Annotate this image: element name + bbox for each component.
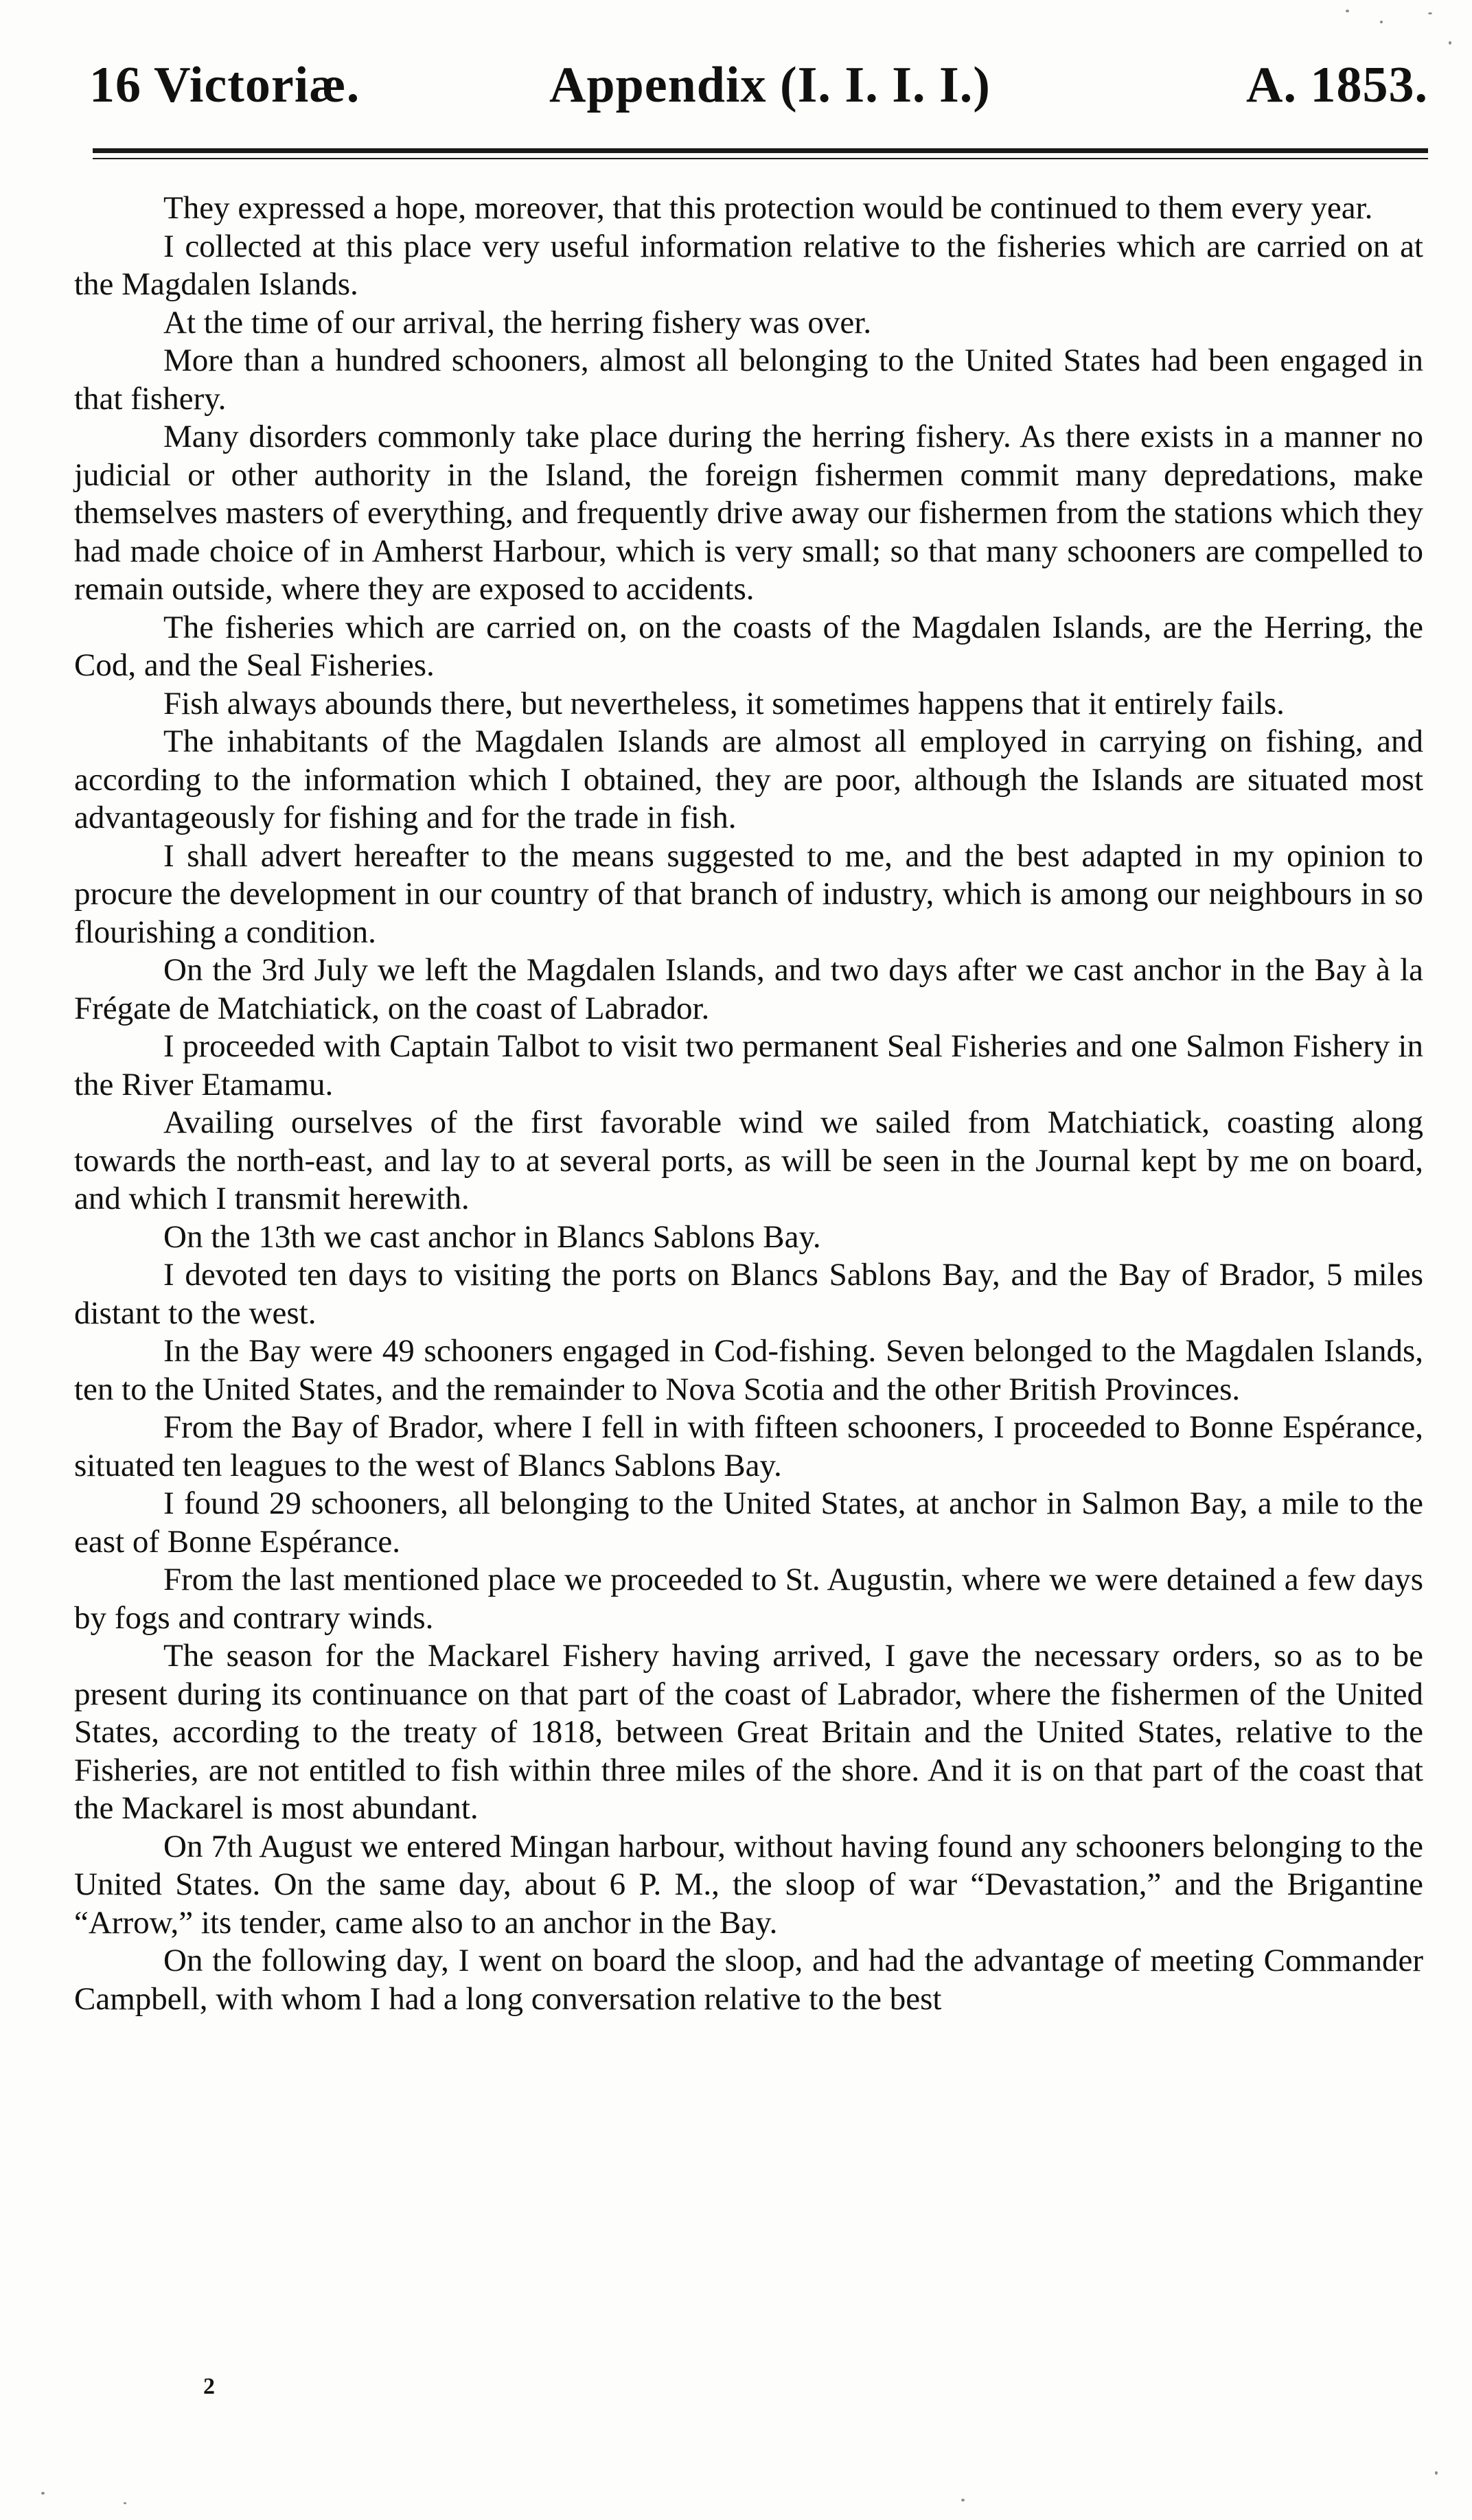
scan-speck xyxy=(1449,41,1451,45)
paragraph: The season for the Mackarel Fishery having arrived, I gave the necessary orders, so as to be present during its continuance on that part of the coast of Labrador, where the fishermen of the United States, according to the treaty of 1818, between Great Britain and the United States, relative to the Fisheries, are not entitled to fish within three miles of the shore. And it is on that part of the coast that the Mackarel is most abundant. xyxy=(74,1638,1423,1826)
paragraph: At the time of our arrival, the herring fishery was over. xyxy=(163,304,872,340)
paragraph: On the following day, I went on board the sloop, and had the advantage of meeting Commander Campbell, with whom I had a long conversation relative to the best xyxy=(74,1943,1423,2017)
paragraph: I proceeded with Captain Talbot to visit two permanent Seal Fisheries and one Salmon Fishery in the River Etamamu. xyxy=(74,1028,1423,1102)
paragraph: They expressed a hope, moreover, that this protection would be continued to them every year. xyxy=(163,190,1373,226)
paragraph: The fisheries which are carried on, on the coasts of the Magdalen Islands, are the Herring, the Cod, and the Seal Fisheries. xyxy=(74,609,1423,683)
paragraph: I devoted ten days to visiting the ports on Blancs Sablons Bay, and the Bay of Brador, 5 miles distant to the west. xyxy=(74,1257,1423,1331)
signature-mark: 2 xyxy=(203,2374,215,2399)
paragraph: Availing ourselves of the first favorable wind we sailed from Matchiatick, coasting along towards the north-east, and lay to at several ports, as will be seen in the Journal kept by me on board, and which I transmit herewith. xyxy=(74,1105,1423,1216)
paragraph: From the Bay of Brador, where I fell in with fifteen schooners, I proceeded to Bonne Espérance, situated ten leagues to the west of Blancs Sablons Bay. xyxy=(74,1409,1423,1483)
header-appendix-title: Appendix (I. I. I. I.) xyxy=(549,57,991,113)
header-year: A. 1853. xyxy=(1246,57,1428,113)
paragraph: The inhabitants of the Magdalen Islands are almost all employed in carrying on fishing, and according to the information which I obtained, they are poor, although the Islands are situated most advantageously for fishing and for the trade in fish. xyxy=(74,724,1423,835)
paragraph: I found 29 schooners, all belonging to the United States, at anchor in Salmon Bay, a mile to the east of Bonne Espérance. xyxy=(74,1486,1423,1560)
paragraph: I shall advert hereafter to the means suggested to me, and the best adapted in my opinion to procure the development in our country of that branch of industry, which is among our neighbours in so flourishing a condition. xyxy=(74,837,1423,950)
paragraph: On the 13th we cast anchor in Blancs Sablons Bay. xyxy=(163,1218,821,1255)
scan-speck xyxy=(961,2499,965,2501)
paragraph: Fish always abounds there, but nevertheless, it sometimes happens that it entirely fails. xyxy=(163,685,1285,721)
page-header xyxy=(82,56,1428,132)
paragraph: I collected at this place very useful information relative to the fisheries which are carried on at the Magdalen Islands. xyxy=(74,228,1423,302)
scan-speck xyxy=(1428,12,1432,14)
header-rule-thin xyxy=(93,158,1428,159)
paragraph: In the Bay were 49 schooners engaged in Cod-fishing. Seven belonged to the Magdalen Islands, ten to the United States, and the remainder to Nova Scotia and the other British Provinces. xyxy=(74,1333,1423,1407)
scan-speck xyxy=(1435,2471,1438,2475)
scan-speck xyxy=(1380,21,1383,23)
scan-speck xyxy=(124,2502,126,2504)
paragraph: More than a hundred schooners, almost all belonging to the United States had been engaged in that fishery. xyxy=(74,343,1423,417)
paragraph: On 7th August we entered Mingan harbour, without having found any schooners belonging to the United States. On the same day, about 6 P. M., the sloop of war “Devastation,” and the Brigantine “Arrow,” its tender, came also to an anchor in the Bay. xyxy=(74,1828,1423,1941)
paragraph: Many disorders commonly take place during the herring fishery. As there exists in a manner no judicial or other authority in the Island, the foreign fishermen commit many depredations, make themselves masters of everything, and frequently drive away our fishermen from the stations which they had made choice of in Amherst Harbour, which is very small; so that many schooners are compelled to remain outside, where they are exposed to accidents. xyxy=(74,419,1423,607)
scan-speck xyxy=(1346,10,1349,12)
paragraph: From the last mentioned place we proceeded to St. Augustin, where we were detained a few days by fogs and contrary winds. xyxy=(74,1562,1423,1636)
paragraph: On the 3rd July we left the Magdalen Islands, and two days after we cast anchor in the Bay à la Frégate de Matchiatick, on the coast of Labrador. xyxy=(74,952,1423,1026)
body-text xyxy=(74,189,1423,2018)
header-rule-thick xyxy=(93,148,1428,153)
header-session: 16 Victoriæ. xyxy=(89,57,360,113)
scan-speck xyxy=(41,2492,45,2495)
